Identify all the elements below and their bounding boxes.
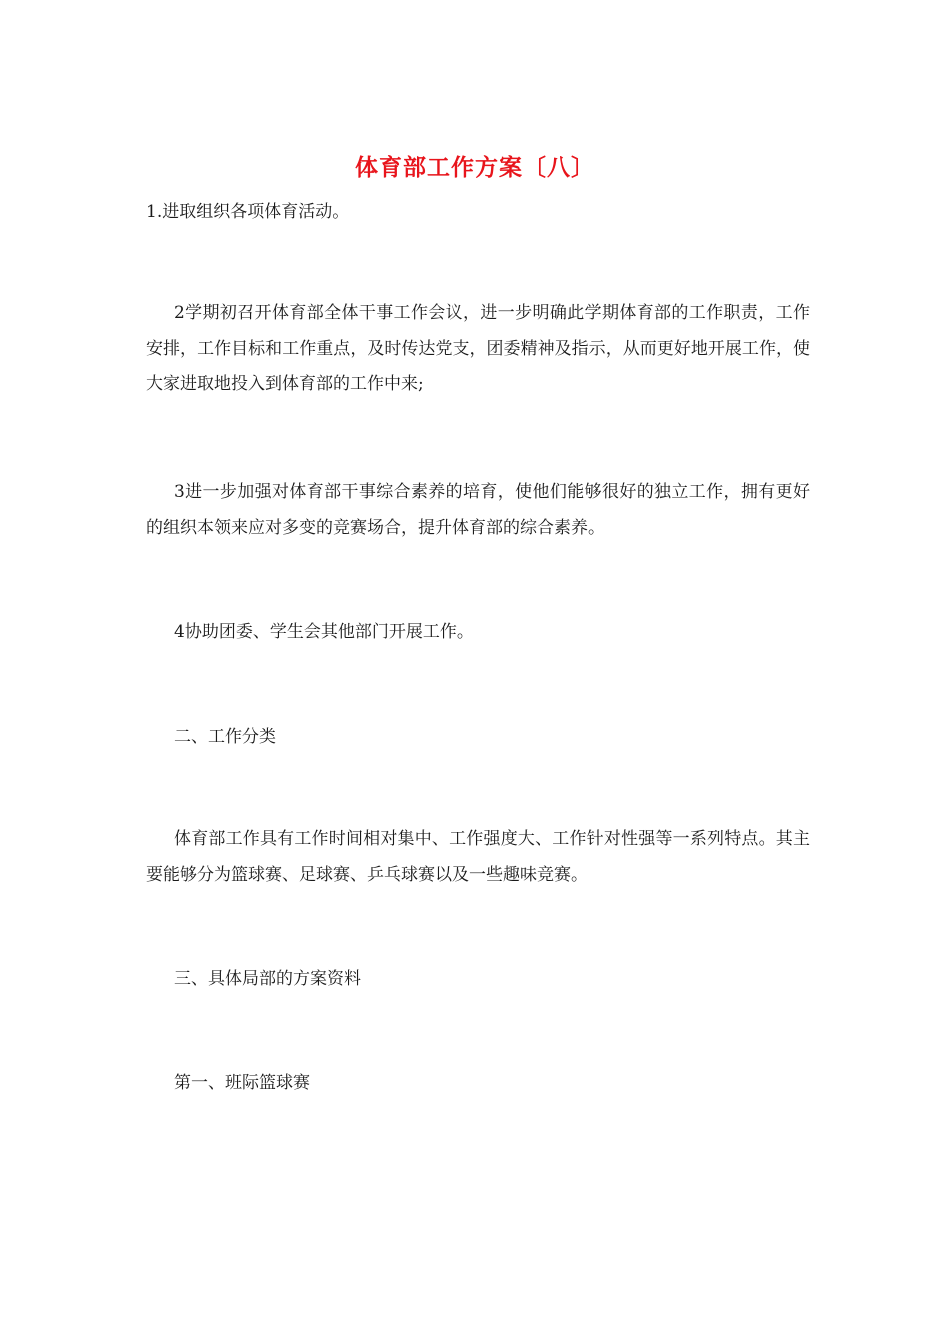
section-heading-work-categories: 二、工作分类 bbox=[174, 727, 276, 747]
paragraph-2: 2学期初召开体育部全体干事工作会议，进一步明确此学期体育部的工作职责，工作安排，工作目标和工作重点，及时传达党支，团委精神及指示，从而更好地开展工作，使大家进取地投入到体育部的工作中来; bbox=[146, 303, 810, 394]
paragraph-4: 4协助团委、学生会其他部门开展工作。 bbox=[174, 622, 474, 642]
section-heading-specific-plans: 三、具体局部的方案资料 bbox=[174, 969, 361, 989]
document-title: 体育部工作方案〔八〕 bbox=[355, 154, 595, 181]
paragraph-work-categories: 体育部工作具有工作时间相对集中、工作强度大、工作针对性强等一系列特点。其主要能够分为篮球赛、足球赛、乒乓球赛以及一些趣味竞赛。 bbox=[146, 829, 810, 885]
paragraph-3: 3进一步加强对体育部干事综合素养的培育，使他们能够很好的独立工作，拥有更好的组织本领来应对多变的竞赛场合，提升体育部的综合素养。 bbox=[146, 482, 810, 538]
subsection-heading-basketball: 第一、班际篮球赛 bbox=[174, 1073, 310, 1093]
paragraph-1: 1.进取组织各项体育活动。 bbox=[146, 202, 350, 222]
